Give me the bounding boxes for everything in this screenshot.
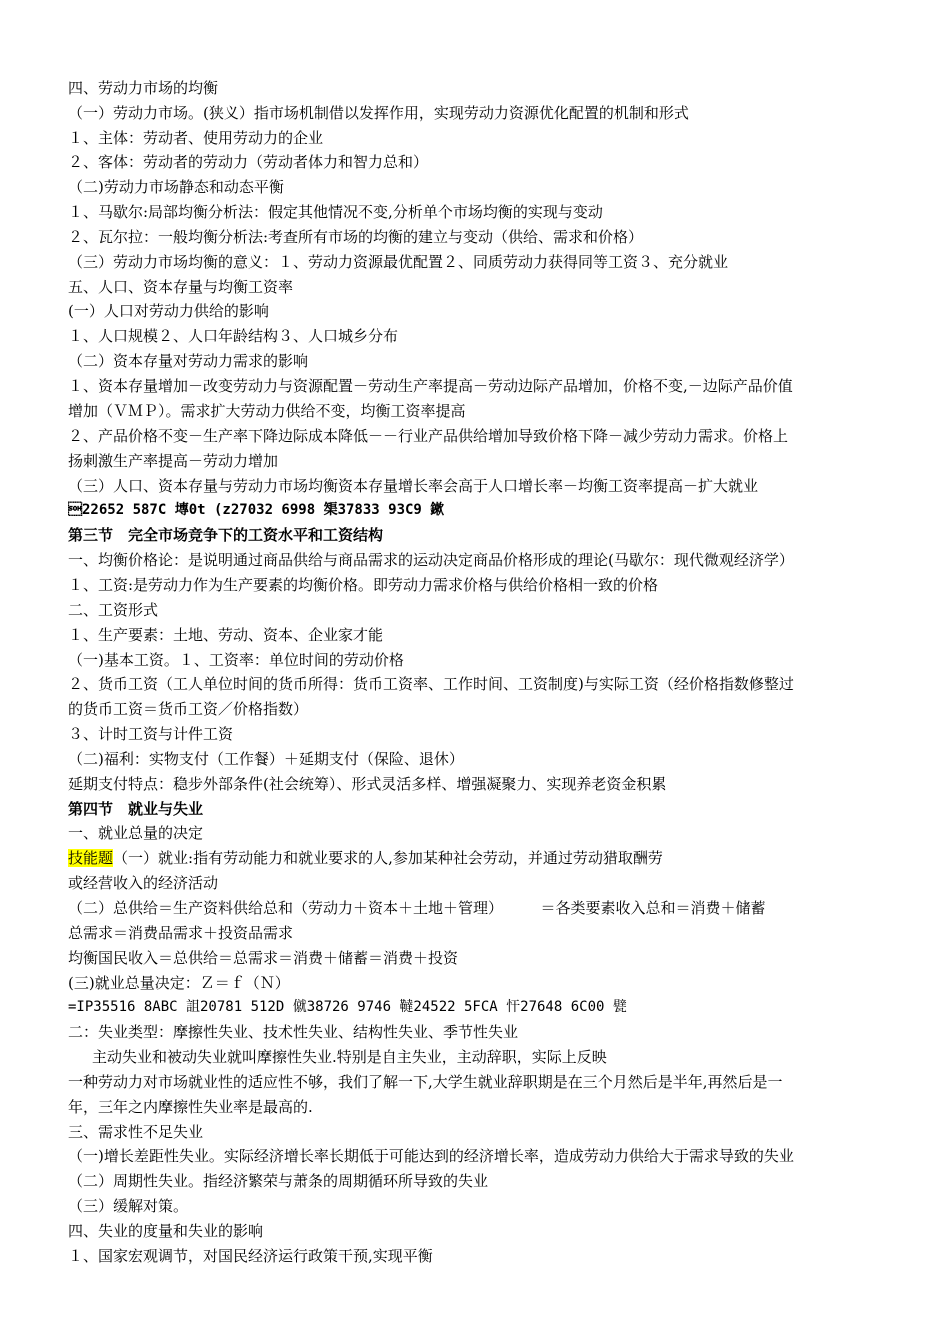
garbled-line: 22652 587C 塼0t (z27032 6998 榘37833 93C9 鏉 — [68, 502, 445, 518]
heading-section-4-measure: 四、失业的度量和失业的影响 — [68, 1222, 264, 1240]
text-line: （一)基本工资。１、工资率：单位时间的劳动价格 — [68, 651, 404, 669]
text-line: （三）缓解对策。 — [68, 1197, 189, 1215]
text-line: （一)增长差距性失业。实际经济增长率长期低于可能达到的经济增长率，造成劳动力供给大于需求导致的失业 — [68, 1147, 794, 1165]
text-line: （二)福利：实物支付（工作餐）＋延期支付（保险、退休） — [68, 750, 464, 768]
text-line: １、马歇尔:局部均衡分析法：假定其他情况不变,分析单个市场均衡的实现与变动 — [68, 203, 603, 221]
text-line: (一）人口对劳动力供给的影响 — [68, 302, 269, 320]
heading-section-4-employment: 第四节 就业与失业 — [68, 800, 204, 818]
text-line: 扬刺激生产率提高－劳动力增加 — [68, 452, 279, 470]
text-line: 延期支付特点：稳步外部条件(社会统筹）、形式灵活多样、增强凝聚力、实现养老资金积累 — [68, 775, 667, 793]
text-line: １、人口规模２、人口年龄结构３、人口城乡分布 — [68, 327, 399, 345]
text-line: （二)劳动力市场静态和动态平衡 — [68, 178, 284, 196]
garbled-line: =IP35516 8ABC 詛20781 512D 僦38726 9746 韃24522 5FCA 忓27648 6C00 甓 — [68, 999, 627, 1015]
text-line: ２、瓦尔拉：一般均衡分析法:考查所有市场的均衡的建立与变动（供给、需求和价格） — [68, 228, 644, 246]
text-line: 一、就业总量的决定 — [68, 824, 204, 842]
highlight-label: 技能题 — [68, 849, 114, 867]
text-line: 总需求＝消费品需求＋投资品需求 — [68, 924, 294, 942]
text-line: 年，三年之内摩擦性失业率是最高的. — [68, 1098, 313, 1116]
text-line: 主动失业和被动失业就叫摩擦性失业.特别是自主失业，主动辞职，实际上反映 — [92, 1048, 607, 1066]
text-line: １、国家宏观调节，对国民经济运行政策干预,实现平衡 — [68, 1247, 433, 1265]
heading-section-5: 五、人口、资本存量与均衡工资率 — [68, 278, 294, 296]
text-line: （三）劳动力市场均衡的意义：１、劳动力资源最优配置２、同质劳动力获得同等工资３、充分就业 — [68, 253, 729, 271]
text-line: ３、计时工资与计件工资 — [68, 725, 234, 743]
text-line: 或经营收入的经济活动 — [68, 874, 219, 892]
text-line: （二）总供给＝生产资料供给总和（劳动力＋资本＋土地＋管理） ＝各类要素收入总和＝消费＋储蓄 — [68, 899, 766, 917]
text-line: １、主体：劳动者、使用劳动力的企业 — [68, 129, 324, 147]
text-line: １、生产要素：土地、劳动、资本、企业家才能 — [68, 626, 384, 644]
text-line: （三）人口、资本存量与劳动力市场均衡资本存量增长率会高于人口增长率－均衡工资率提高－扩大就业 — [68, 477, 759, 495]
heading-section-3-demand: 三、需求性不足失业 — [68, 1123, 204, 1141]
text-line: （一）劳动力市场。(狭义）指市场机制借以发挥作用，实现劳动力资源优化配置的机制和形式 — [68, 104, 689, 122]
text-line: 的货币工资＝货币工资／价格指数） — [68, 700, 309, 718]
text-line: 均衡国民收入＝总供给＝总需求＝消费＋储蓄＝消费＋投资 — [68, 949, 459, 967]
text-line: （二）资本存量对劳动力需求的影响 — [68, 352, 309, 370]
text-line: 一、均衡价格论：是说明通过商品供给与商品需求的运动决定商品价格形成的理论(马歇尔：现代微观经济学） — [68, 551, 794, 569]
text-line: 一种劳动力对市场就业性的适应性不够，我们了解一下,大学生就业辞职期是在三个月然后是半年,再然后是一 — [68, 1073, 783, 1091]
text-line: 二、工资形式 — [68, 601, 159, 619]
text-line-highlighted — [68, 846, 888, 871]
text-line: ２、货币工资（工人单位时间的货币所得：货币工资率、工作时间、工资制度)与实际工资（经价格指数修整过 — [68, 675, 794, 693]
text-line: （二）周期性失业。指经济繁荣与萧条的周期循环所导致的失业 — [68, 1172, 489, 1190]
text-line: １、资本存量增加－改变劳动力与资源配置－劳动生产率提高－劳动边际产品增加，价格不变,－边际产品价值 — [68, 377, 793, 395]
heading-section-3: 第三节 完全市场竞争下的工资水平和工资结构 — [68, 526, 384, 544]
text-line: １、工资:是劳动力作为生产要素的均衡价格。即劳动力需求价格与供给价格相一致的价格 — [68, 576, 659, 594]
text-line: ２、客体：劳动者的劳动力（劳动者体力和智力总和） — [68, 153, 429, 171]
heading-section-4: 四、劳动力市场的均衡 — [68, 79, 219, 97]
text-line: 增加（ＶＭＰ）。需求扩大劳动力供给不变，均衡工资率提高 — [68, 402, 466, 420]
text-line: ２、产品价格不变－生产率下降边际成本降低－－行业产品供给增加导致价格下降－减少劳动力需求。价格上 — [68, 427, 789, 445]
text-line: 二：失业类型：摩擦性失业、技术性失业、结构性失业、季节性失业 — [68, 1023, 519, 1041]
text-line: (三)就业总量决定：Ｚ＝ｆ（Ｎ） — [68, 974, 290, 992]
text-line-body: （一）就业:指有劳动能力和就业要求的人,参加某种社会劳动，并通过劳动猎取酬劳 — [113, 849, 663, 867]
